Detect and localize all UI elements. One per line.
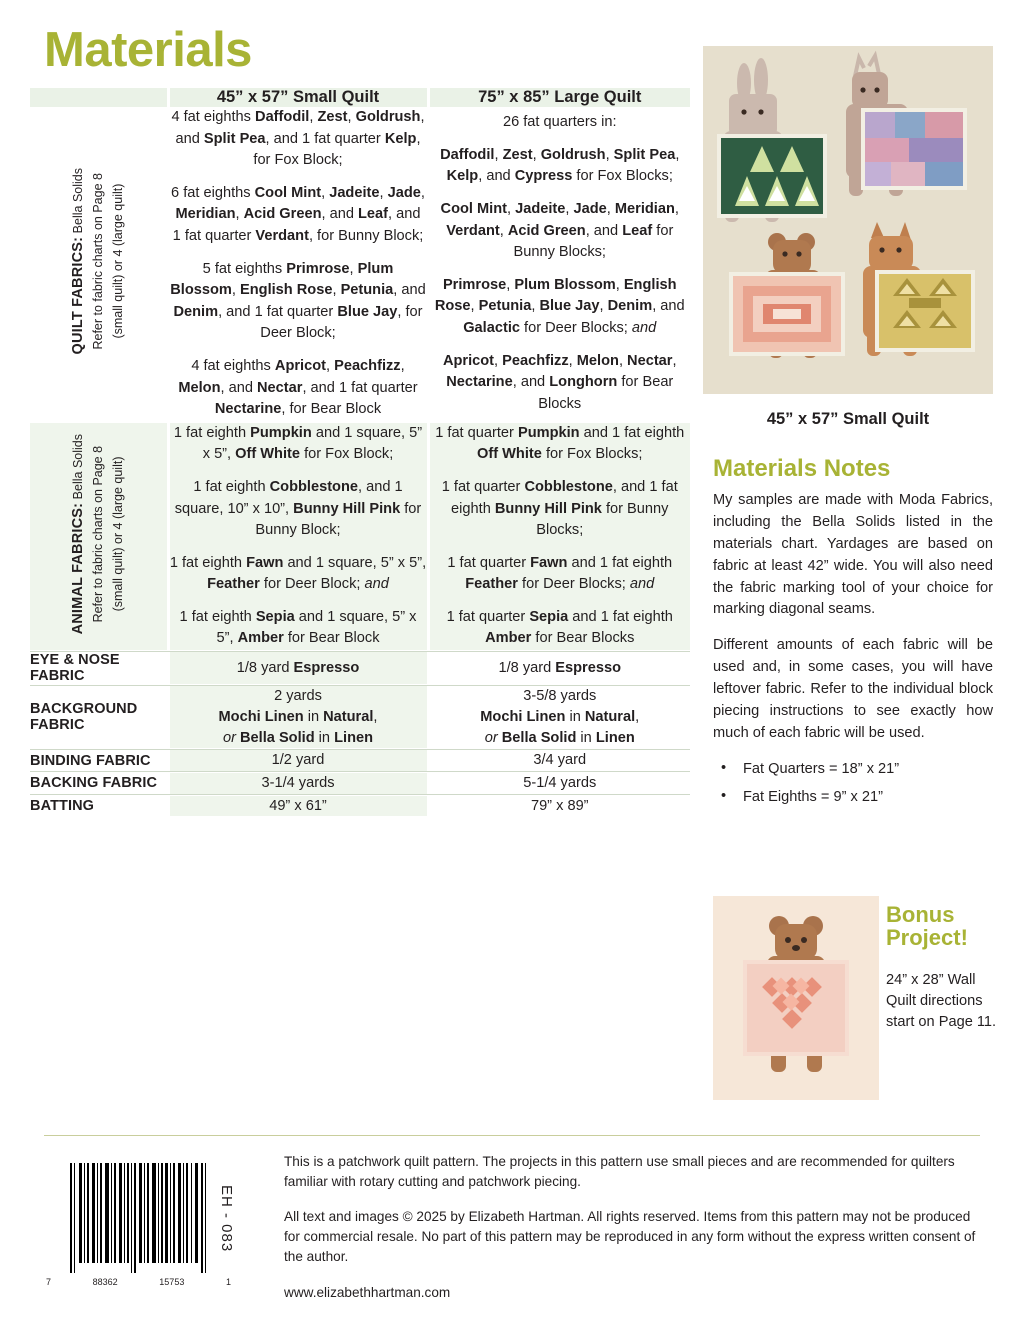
cell-small: 2 yards Mochi Linen in Natural, or Bella Solid in Linen	[168, 686, 428, 748]
bear-figure	[729, 233, 845, 358]
cell-small: 1/8 yard Espresso	[168, 652, 428, 684]
header-large-quilt: 75” x 85” Large Quilt	[428, 88, 690, 107]
materials-notes-title: Materials Notes	[713, 455, 891, 482]
cell-animal-fabrics-small: 1 fat eighth Pumpkin and 1 square, 5” x 5”, Off White for Fox Block; 1 fat eighth Cobblestone, and 1 square, 10” x 10”, Bunny Hill Pink for Bunny Block; 1 fat eighth Fawn and 1 square, 5” x 5”, Feather for Deer Block; and 1 fat eighth Sepia and 1 square, 5” x 5”, Amber for Bear Block	[168, 423, 428, 650]
footer-website: www.elizabethhartman.com	[284, 1284, 451, 1300]
barcode-digit-right: 1	[225, 1277, 231, 1287]
row-label: BACKGROUND FABRIC	[30, 686, 168, 748]
page-title: Materials	[44, 23, 252, 77]
row-label-rest-1: Bella Solids	[71, 433, 86, 503]
cell-quilt-fabrics-small: 4 fat eighths Daffodil, Zest, Goldrush, and Split Pea, and 1 fat quarter Kelp, for Fox Block; 6 fat eighths Cool Mint, Jadeite, Jade, Meridian, Acid Green, and Leaf, and 1 fat quarter Verdant, for Bunny Block; 5 fat eighths Primrose, Plum Blossom, English Rose, Petunia, and Denim, and 1 fat quarter Blue Jay, for Deer Block; 4 fat eighths Apricot, Peachfizz, Melon, and Nectar, and 1 fat quarter Nectarine, for Bear Block	[168, 107, 428, 421]
notes-bullet: • Fat Eighths = 9” x 21”	[713, 787, 993, 809]
table-row-animal-fabrics	[30, 423, 690, 650]
cell-large: 3-5/8 yards Mochi Linen in Natural, or Bella Solid in Linen	[428, 686, 690, 748]
footer-paragraph-1: This is a patchwork quilt pattern. The projects in this pattern use small pieces and are recommended for quilters familiar with rotary cutting and patchwork piecing.	[284, 1154, 955, 1189]
row-label: BATTING	[30, 796, 168, 817]
row-label-sub2-0: (small quilt) or 4 (large quilt)	[111, 183, 126, 339]
table-row	[30, 796, 690, 817]
table-header-row	[30, 88, 690, 107]
materials-table	[30, 88, 690, 816]
footer-divider	[44, 1135, 980, 1136]
quilt-animals-svg	[703, 46, 993, 394]
bunny-figure	[717, 58, 827, 222]
table-row	[30, 750, 690, 771]
notes-paragraph-1: My samples are made with Moda Fabrics, including the Bella Solids listed in the materials chart. Yardages are based on fabric at least 42” wide. You will also need the fabric marking tool of your choice for marking diagonal seams.	[713, 492, 993, 618]
bonus-project-illustration	[713, 896, 879, 1100]
cell-large: 3/4 yard	[428, 750, 690, 771]
deer-figure	[846, 56, 967, 196]
cell-quilt-fabrics-large: 26 fat quarters in: Daffodil, Zest, Goldrush, Split Pea, Kelp, and Cypress for Fox Blocks; Cool Mint, Jadeite, Jade, Meridian, Verdant, Acid Green, and Leaf for Bunny Blocks; Primrose, Plum Blossom, English Rose, Petunia, Blue Jay, Denim, and Galactic for Deer Blocks; and Apricot, Peachfizz, Melon, Nectar, Nectarine, and Longhorn for Bear Blocks	[428, 107, 690, 421]
bonus-project-text: 24” x 28” Wall Quilt directions start on Page 11.	[886, 972, 997, 1031]
fox-figure	[863, 222, 975, 356]
cell-large: 79” x 89”	[428, 796, 690, 817]
cell-small: 3-1/4 yards	[168, 773, 428, 794]
quilt-illustration	[703, 46, 993, 394]
footer-text	[284, 1152, 984, 1302]
row-label-main-1: ANIMAL FABRICS:	[70, 502, 87, 635]
materials-notes-body	[713, 490, 993, 815]
barcode	[68, 1163, 208, 1273]
row-label: BACKING FABRIC	[30, 773, 168, 794]
table-row-quilt-fabrics	[30, 107, 690, 421]
table-row	[30, 686, 690, 748]
row-label-sub1-1: Refer to fabric charts on Page 8	[91, 445, 106, 623]
barcode-digits-2: 15753	[159, 1277, 185, 1287]
notes-bullet-list	[713, 759, 993, 809]
row-label-main-0: QUILT FABRICS:	[70, 236, 87, 355]
notes-bullet: • Fat Quarters = 18” x 21”	[713, 759, 993, 781]
barcode-numbers	[46, 1277, 231, 1287]
row-label-sub2-1: (small quilt) or 4 (large quilt)	[111, 456, 126, 612]
footer-paragraph-2: All text and images © 2025 by Elizabeth Hartman. All rights reserved. Items from this pattern may not be produced for commercial resale. No part of this pattern may be reproduced in any form without the express written consent of the author.	[284, 1209, 976, 1264]
cell-animal-fabrics-large: 1 fat quarter Pumpkin and 1 fat eighth Off White for Fox Blocks; 1 fat quarter Cobblestone, and 1 fat eighth Bunny Hill Pink for Bunny Blocks; 1 fat quarter Fawn and 1 fat eighth Feather for Deer Blocks; and 1 fat quarter Sepia and 1 fat eighth Amber for Bear Blocks	[428, 423, 690, 650]
row-label-rest-0: Bella Solids	[71, 168, 86, 237]
notes-paragraph-2: Different amounts of each fabric will be used and, in some cases, you will have leftover fabric. Refer to the individual block piecing instructions to see exactly how much of each fabric will be used.	[713, 637, 993, 741]
barcode-digits-1: 88362	[92, 1277, 118, 1287]
cell-small: 49” x 61”	[168, 796, 428, 817]
header-small-quilt: 45” x 57” Small Quilt	[168, 88, 428, 107]
row-label-sub1-0: Refer to fabric charts on Page 8	[91, 173, 106, 350]
pattern-code: EH - 083	[218, 1185, 235, 1253]
table-row	[30, 773, 690, 794]
row-label-quilt-fabrics	[30, 107, 168, 421]
row-label-animal-fabrics	[30, 423, 168, 650]
barcode-digit-left: 7	[46, 1277, 52, 1287]
row-label: EYE & NOSE FABRIC	[30, 652, 168, 684]
header-blank	[30, 88, 168, 107]
cell-large: 5-1/4 yards	[428, 773, 690, 794]
materials-chart	[30, 88, 690, 816]
quilt-caption: 45” x 57” Small Quilt	[766, 410, 930, 428]
bonus-project-title: Bonus Project!	[886, 902, 968, 951]
cell-large: 1/8 yard Espresso	[428, 652, 690, 684]
cell-small: 1/2 yard	[168, 750, 428, 771]
bonus-bear-svg	[713, 896, 879, 1100]
simple-rows	[30, 650, 690, 816]
row-label: BINDING FABRIC	[30, 750, 168, 771]
table-row	[30, 652, 690, 684]
